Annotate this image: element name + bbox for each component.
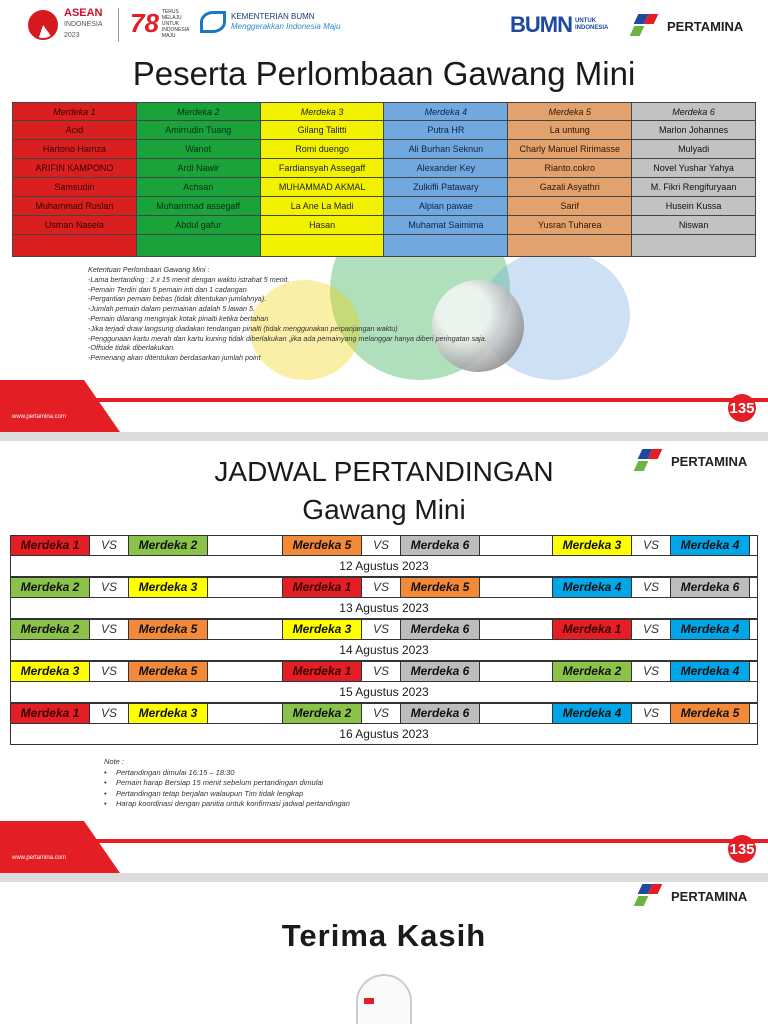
away-team: Merdeka 5 bbox=[400, 577, 480, 598]
table-row bbox=[13, 197, 756, 216]
table-row bbox=[13, 178, 756, 197]
asean-emblem-icon bbox=[28, 10, 58, 40]
participant-cell: Putra HR bbox=[384, 121, 508, 140]
vs-label: VS bbox=[642, 622, 659, 636]
rule-item: -Jumlah pemain dalam permainan adalah 5 lawan 5. bbox=[88, 304, 256, 314]
match-date: 16 Agustus 2023 bbox=[10, 724, 758, 745]
home-team: Merdeka 1 bbox=[10, 703, 90, 724]
participant-cell: Ali Burhan Seknun bbox=[384, 140, 508, 159]
table-row bbox=[13, 159, 756, 178]
bumn-sub: UNTUK INDONESIA bbox=[575, 18, 609, 31]
match-row bbox=[10, 661, 758, 682]
rule-item: -Pergantian pemain bebas (tidak ditentukan jumlahnya). bbox=[88, 294, 267, 304]
participant-cell: Usman Nasela bbox=[13, 216, 137, 235]
participant-cell: Wanot bbox=[136, 140, 260, 159]
participant-cell: Hasan bbox=[260, 216, 384, 235]
vs-label: VS bbox=[372, 706, 389, 720]
away-team: Merdeka 5 bbox=[670, 703, 750, 724]
away-team: Merdeka 4 bbox=[670, 661, 750, 682]
away-team: Merdeka 6 bbox=[400, 661, 480, 682]
home-team: Merdeka 2 bbox=[552, 661, 632, 682]
rule-item: -Offside tidak diberlakukan. bbox=[88, 343, 176, 353]
vs-label: VS bbox=[372, 622, 389, 636]
away-team: Merdeka 4 bbox=[670, 619, 750, 640]
bumn-logo bbox=[510, 12, 615, 38]
home-team: Merdeka 1 bbox=[282, 577, 362, 598]
pertamina-label: PERTAMINA bbox=[671, 888, 748, 904]
pertamina-emblem-icon bbox=[632, 14, 662, 38]
vs-label: VS bbox=[642, 580, 659, 594]
home-team: Merdeka 4 bbox=[552, 577, 632, 598]
table-row bbox=[13, 140, 756, 159]
pertamina-label: PERTAMINA bbox=[667, 18, 744, 34]
vs-label: VS bbox=[372, 580, 389, 594]
vs-label: VS bbox=[100, 622, 117, 636]
away-team: Merdeka 4 bbox=[670, 535, 750, 556]
participant-cell: Muhamat Saimima bbox=[384, 216, 508, 235]
slide-participants bbox=[0, 0, 768, 432]
anniversary-badge: 135 bbox=[728, 835, 756, 863]
home-team: Merdeka 3 bbox=[552, 535, 632, 556]
pertamina-emblem-icon bbox=[636, 449, 666, 473]
participant-cell: La Ane La Madi bbox=[260, 197, 384, 216]
team-header: Merdeka 1 bbox=[13, 103, 137, 121]
participant-cell: Ardi Nawir bbox=[136, 159, 260, 178]
participant-cell: Sarif bbox=[508, 197, 632, 216]
rule-item: -Pemain Terdiri dari 5 pemain inti dan 1 cadangan bbox=[88, 284, 247, 294]
kementerian-bumn-logo bbox=[200, 11, 340, 33]
rules-title: Ketentuan Perlombaan Gawang Mini : bbox=[88, 265, 210, 274]
vs-label: VS bbox=[372, 538, 389, 552]
rule-item: -Lama bertanding : 2 x 15 menit dengan waktu istrahat 5 menit. bbox=[88, 274, 290, 284]
empty-cell bbox=[13, 235, 137, 257]
kementerian-emblem-icon bbox=[200, 11, 226, 33]
vs-label: VS bbox=[100, 706, 117, 720]
participant-cell: Novel Yushar Yahya bbox=[632, 159, 756, 178]
footer-bar bbox=[0, 821, 120, 873]
participant-cell: Amirrudin Tuang bbox=[136, 121, 260, 140]
away-team: Merdeka 5 bbox=[128, 661, 208, 682]
participant-cell: MUHAMMAD AKMAL bbox=[260, 178, 384, 197]
vs-label: VS bbox=[100, 664, 117, 678]
home-team: Merdeka 1 bbox=[282, 661, 362, 682]
footer-line bbox=[0, 839, 768, 843]
participant-cell: Achsan bbox=[136, 178, 260, 197]
hut78-tagline: TERUS MELAJU UNTUK INDONESIA MAJU bbox=[161, 8, 190, 39]
vs-label: VS bbox=[372, 664, 389, 678]
schedule-notes bbox=[104, 757, 350, 810]
away-team: Merdeka 3 bbox=[128, 703, 208, 724]
kementerian-tagline: Menggerakkan Indonesia Maju bbox=[231, 22, 341, 31]
pertamina-emblem-icon bbox=[636, 884, 666, 908]
vs-label: VS bbox=[642, 664, 659, 678]
participant-cell: La untung bbox=[508, 121, 632, 140]
schedule-title bbox=[120, 453, 648, 529]
footer-line bbox=[0, 398, 768, 402]
home-team: Merdeka 2 bbox=[10, 619, 90, 640]
away-team: Merdeka 3 bbox=[128, 577, 208, 598]
participant-cell: Alpian pawae bbox=[384, 197, 508, 216]
participant-cell: Fardiansyah Assegaff bbox=[260, 159, 384, 178]
helmet-mascot-icon bbox=[356, 974, 412, 1024]
match-row bbox=[10, 703, 758, 724]
asean-label: ASEAN bbox=[64, 7, 103, 19]
participant-cell: Gazali Asyathri bbox=[508, 178, 632, 197]
footer-bar bbox=[0, 380, 120, 432]
home-team: Merdeka 1 bbox=[552, 619, 632, 640]
participant-cell: Niswan bbox=[632, 216, 756, 235]
asean-logo bbox=[28, 8, 103, 41]
footer-url: www.pertamina.com bbox=[12, 855, 67, 861]
participant-cell: ARIFIN KAMPONO bbox=[13, 159, 137, 178]
away-team: Merdeka 5 bbox=[128, 619, 208, 640]
match-row bbox=[10, 535, 758, 556]
participant-cell: Romi duengo bbox=[260, 140, 384, 159]
participant-cell: Charly Manuel Ririmasse bbox=[508, 140, 632, 159]
table-row bbox=[13, 121, 756, 140]
participant-cell: Yusran Tuharea bbox=[508, 216, 632, 235]
participant-cell: Samsudin bbox=[13, 178, 137, 197]
footer-url: www.pertamina.com bbox=[12, 414, 67, 420]
away-team: Merdeka 2 bbox=[128, 535, 208, 556]
participant-cell: Gilang Talitti bbox=[260, 121, 384, 140]
schedule-table bbox=[10, 535, 758, 745]
pertamina-label: PERTAMINA bbox=[671, 453, 748, 469]
away-team: Merdeka 6 bbox=[400, 619, 480, 640]
match-row bbox=[10, 577, 758, 598]
match-date: 13 Agustus 2023 bbox=[10, 598, 758, 619]
team-header: Merdeka 2 bbox=[136, 103, 260, 121]
vs-label: VS bbox=[642, 706, 659, 720]
anniversary-badge: 135 bbox=[728, 394, 756, 422]
participant-cell: Muhammad Ruslan bbox=[13, 197, 137, 216]
schedule-title-line2: Gawang Mini bbox=[302, 494, 466, 525]
rule-item: -Penggunaan kartu merah dan kartu kuning tidak diberlakukan ,jika ada pemainyang melanggar hanya diberi peringatan saja. bbox=[88, 333, 487, 343]
away-team: Merdeka 6 bbox=[400, 535, 480, 556]
home-team: Merdeka 2 bbox=[10, 577, 90, 598]
pertamina-logo bbox=[636, 449, 747, 473]
participant-cell: Muhammad assegaff bbox=[136, 197, 260, 216]
participant-cell: Husein Kussa bbox=[632, 197, 756, 216]
participant-cell: M. Fikri Rengifuryaan bbox=[632, 178, 756, 197]
rule-item: -Pemenang akan ditentukan berdasarkan jumlah point bbox=[88, 353, 261, 363]
empty-cell bbox=[136, 235, 260, 257]
empty-cell bbox=[632, 235, 756, 257]
away-team: Merdeka 6 bbox=[400, 703, 480, 724]
note-item: • Harap koordinasi dengan panitia untuk konfirmasi jadwal pertandingan bbox=[104, 799, 350, 810]
participant-cell: Rianto.cokro bbox=[508, 159, 632, 178]
participant-cell: Mulyadi bbox=[632, 140, 756, 159]
match-date: 12 Agustus 2023 bbox=[10, 556, 758, 577]
rule-item: -Jika terjadi draw langsung diadakan tendangan pinalti (tidak menggunakan perpanjangan waktu) bbox=[88, 323, 398, 333]
vs-label: VS bbox=[642, 538, 659, 552]
team-header: Merdeka 6 bbox=[632, 103, 756, 121]
participant-cell: Acid bbox=[13, 121, 137, 140]
schedule-title-line1: JADWAL PERTANDINGAN bbox=[214, 456, 554, 487]
home-team: Merdeka 5 bbox=[282, 535, 362, 556]
home-team: Merdeka 3 bbox=[10, 661, 90, 682]
empty-cell bbox=[260, 235, 384, 257]
hut78-logo bbox=[130, 8, 190, 39]
vs-label: VS bbox=[100, 538, 117, 552]
match-row bbox=[10, 619, 758, 640]
kementerian-label: KEMENTERIAN BUMN bbox=[231, 12, 315, 21]
rules-notes bbox=[88, 265, 487, 363]
note-title: Note : bbox=[104, 757, 125, 766]
rule-item: -Pemain dilarang menginjak kotak pinalti ketika bertahan bbox=[88, 313, 269, 323]
table-row bbox=[13, 216, 756, 235]
thanks-heading: Terima Kasih bbox=[281, 918, 487, 953]
participant-cell: Alexander Key bbox=[384, 159, 508, 178]
table-row bbox=[13, 235, 756, 257]
home-team: Merdeka 4 bbox=[552, 703, 632, 724]
asean-year: 2023 bbox=[64, 32, 80, 39]
empty-cell bbox=[384, 235, 508, 257]
participants-table bbox=[12, 102, 756, 257]
team-header: Merdeka 3 bbox=[260, 103, 384, 121]
participant-cell: Abdul gafur bbox=[136, 216, 260, 235]
pertamina-logo bbox=[636, 884, 747, 908]
vs-label: VS bbox=[100, 580, 117, 594]
note-item: • Pemain harap Bersiap 15 menit sebelum pertandingan dimulai bbox=[104, 778, 350, 789]
page-title: Peserta Perlombaan Gawang Mini bbox=[132, 55, 636, 92]
pertamina-logo bbox=[632, 14, 743, 38]
match-date: 14 Agustus 2023 bbox=[10, 640, 758, 661]
home-team: Merdeka 3 bbox=[282, 619, 362, 640]
note-item: • Pertandingan dimulai 16:15 – 18:30 bbox=[104, 768, 350, 779]
team-header: Merdeka 4 bbox=[384, 103, 508, 121]
away-team: Merdeka 6 bbox=[670, 577, 750, 598]
team-header: Merdeka 5 bbox=[508, 103, 632, 121]
hut78-number: 78 bbox=[130, 8, 159, 38]
slide-thanks bbox=[0, 882, 768, 1024]
slide-schedule bbox=[0, 441, 768, 873]
participant-cell: Hartono Hamza bbox=[13, 140, 137, 159]
bumn-wordmark: BUMN bbox=[510, 12, 572, 37]
note-item: • Pertandingan tetap berjalan walaupun Tim tidak lengkap bbox=[104, 789, 350, 800]
home-team: Merdeka 1 bbox=[10, 535, 90, 556]
home-team: Merdeka 2 bbox=[282, 703, 362, 724]
participant-cell: Zulkifli Patawary bbox=[384, 178, 508, 197]
participant-cell: Marlon Johannes bbox=[632, 121, 756, 140]
match-date: 15 Agustus 2023 bbox=[10, 682, 758, 703]
divider bbox=[118, 8, 119, 42]
asean-sub: INDONESIA bbox=[64, 21, 103, 28]
empty-cell bbox=[508, 235, 632, 257]
